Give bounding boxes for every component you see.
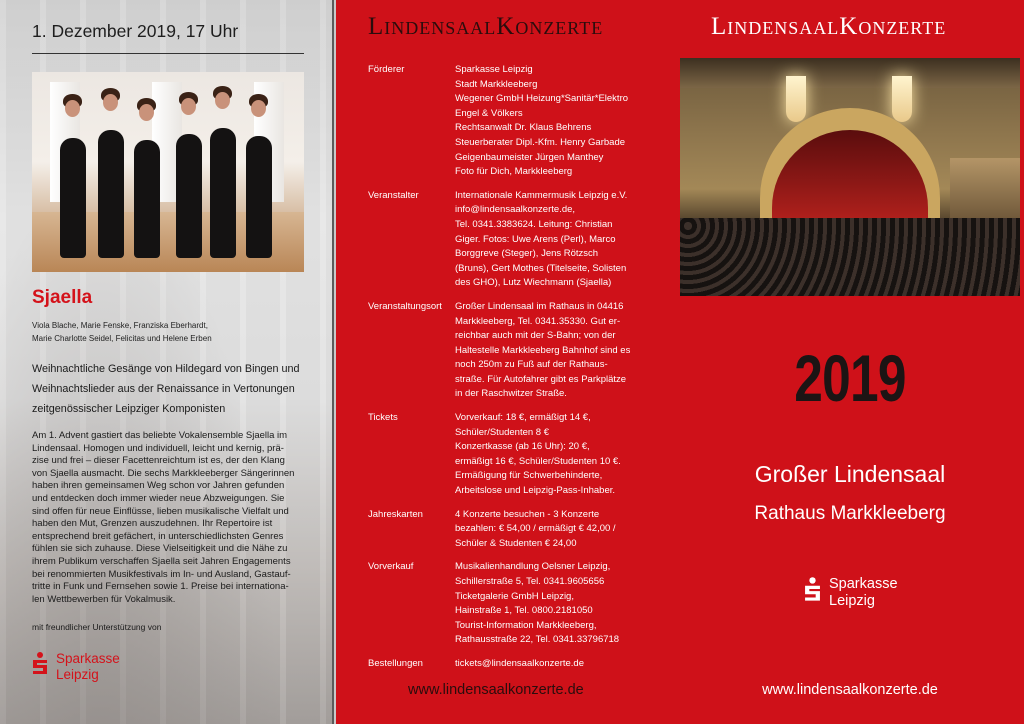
body-line: Am 1. Advent gastiert das beliebte Vokalensemble Sjaella im (32, 430, 288, 441)
info-row (368, 300, 668, 402)
chandelier-shape (786, 76, 806, 122)
info-value-line: des GHO), Lutz Wiechmann (Sjaella) (455, 277, 612, 289)
info-value-line: Schüler & Studenten € 24,00 (455, 537, 577, 549)
program-line: zeitgenössischer Leipziger Komponisten (32, 403, 226, 415)
info-value-line: 4 Konzerte besuchen - 3 Konzerte (455, 508, 600, 520)
body-line: haben den Mut, Grenzen auszudehnen. Ihr Repertoire ist (32, 518, 273, 530)
chandelier-shape (892, 76, 912, 122)
date-divider (32, 53, 304, 54)
info-value-line: Borggreve (Steger), Jens Rötzsch (455, 248, 599, 260)
singer-figure (210, 128, 236, 258)
left-panel (0, 0, 334, 724)
info-value-line: Wegener GmbH Heizung*Sanitär*Elektro (455, 93, 629, 105)
singer-head (181, 98, 196, 115)
sparkasse-logo (804, 576, 898, 609)
info-value-line: bezahlen: € 54,00 / ermäßigt € 42,00 / (455, 523, 616, 535)
sparkasse-s-icon (804, 577, 821, 608)
info-label: Tickets (368, 412, 398, 424)
body-line: von Sjaella ausmacht. Die sechs Markkleeberger Sängerinnen (32, 467, 295, 479)
middle-panel (336, 0, 676, 724)
singer-figure (246, 136, 272, 258)
sparkasse-s-icon (32, 652, 48, 681)
singer-figure (176, 134, 202, 258)
ensemble-name: Sjaella (32, 287, 93, 308)
info-value-line: Schüler/Studenten 8 € (455, 426, 550, 438)
body-line: haben ihren gemeinsamen Weg schon vor Jahren gefunden (32, 480, 285, 492)
singer-figure (134, 140, 160, 258)
info-label: Förderer (368, 64, 405, 75)
info-value-line: ermäßigt 16 €, Schüler/Studenten 10 €. (455, 455, 621, 467)
info-value-line: Schillerstraße 5, Tel. 0341.9605656 (455, 576, 605, 587)
info-value-line: Markkleeberg, Tel. 0341.35330. Gut er- (455, 315, 621, 327)
info-value-line: Ermäßigung für Schwerbehinderte, (455, 470, 603, 482)
body-line: len Wettbewerben für Vokalmusik. (32, 593, 176, 605)
info-value-line: Engel & Völkers (455, 107, 523, 119)
panel-fold-edge (332, 0, 334, 724)
info-value-line: reichbar auch mit der S-Bahn; von der (455, 330, 616, 342)
info-value (455, 560, 619, 648)
info-value-line: Hainstraße 1, Tel. 0800.2181050 (455, 605, 593, 617)
members-line: Marie Charlotte Seidel, Felicitas und Helene Erben (32, 333, 212, 343)
info-value-line: Sparkasse Leipzig (455, 64, 533, 75)
ensemble-description (32, 430, 304, 606)
info-label: Vorverkauf (368, 561, 414, 573)
body-line: und entdecken doch immer wieder neue Abzweigungen. Sie (32, 492, 285, 504)
season-year: 2019 (794, 341, 906, 415)
info-value-line: Tourist-Information Markkleeberg, (455, 619, 597, 631)
singer-figure (98, 130, 124, 258)
singer-head (103, 94, 118, 111)
info-value-line: straße. Für Autofahrer gibt es Parkplätze (455, 373, 627, 385)
sparkasse-wordmark (829, 576, 898, 609)
singer-figure (60, 138, 86, 258)
body-line: Lindensaal. Homogen und individuell, leicht und kernig, prä- (32, 442, 284, 454)
info-value-line: Haltestelle Markkleeberg Bahnhof sind es (455, 344, 631, 356)
info-value-line: Stadt Markkleeberg (455, 78, 538, 90)
program-description (32, 359, 317, 419)
info-value-line: (Bruns), Gert Mothes (Titelseite, Solisten (455, 262, 627, 274)
program-line: Weihnachtslieder aus der Renaissance in Vertonungen (32, 383, 295, 395)
info-value-line: Foto für Dich, Markkleeberg (455, 166, 573, 178)
info-label: Bestellungen (368, 657, 423, 669)
concert-hall-photo (680, 58, 1020, 296)
website-link[interactable]: www.lindensaalkonzerte.de (762, 682, 938, 698)
singer-head (215, 92, 230, 109)
balcony-shape (950, 158, 1020, 218)
info-value-line: Ticketgalerie GmbH Leipzig, (455, 590, 574, 602)
info-value (455, 657, 584, 672)
info-row (368, 657, 668, 672)
info-value-line: Tel. 0341.3383624. Leitung: Christian (455, 218, 613, 230)
info-row (368, 560, 668, 648)
singer-head (251, 100, 266, 117)
info-value-line: Steuerberater Dipl.-Kfm. Henry Garbade (455, 136, 626, 148)
body-line: zise und frei – dieser Facettenreichtum ist es, der den Klang (32, 455, 285, 467)
info-value-line: noch 250m zu Fuß auf der Rathaus- (455, 359, 608, 371)
singer-head (139, 104, 154, 121)
sparkasse-line2: Leipzig (56, 666, 99, 682)
info-value (455, 189, 627, 291)
info-label: Veranstaltungsort (368, 300, 442, 312)
info-row (368, 411, 668, 499)
info-value-line: tickets@lindensaalkonzerte.de (455, 657, 584, 669)
website-link[interactable]: www.lindensaalkonzerte.de (408, 682, 584, 698)
info-value-line: Rathausstraße 22, Tel. 0341.33796718 (455, 634, 620, 646)
info-value-line: Vorverkauf: 18 €, ermäßigt 14 €, (455, 412, 591, 424)
concert-date: 1. Dezember 2019, 17 Uhr (32, 21, 239, 41)
info-value (455, 63, 628, 180)
info-value-line: Musikalienhandlung Oelsner Leipzig, (455, 561, 611, 573)
info-label: Jahreskarten (368, 508, 423, 520)
info-row (368, 189, 668, 291)
ensemble-members (32, 320, 312, 345)
singer-head (65, 100, 80, 117)
sparkasse-line2: Leipzig (829, 592, 875, 609)
sparkasse-wordmark (56, 651, 120, 682)
info-value (455, 508, 616, 552)
support-note: mit freundlicher Unterstützung von (32, 622, 162, 632)
info-value-line: Rechtsanwalt Dr. Klaus Behrens (455, 122, 592, 134)
sparkasse-line1: Sparkasse (829, 576, 898, 592)
members-line: Viola Blache, Marie Fenske, Franziska Eberhardt, (32, 321, 208, 330)
venue-name: Großer Lindensaal (754, 461, 946, 487)
audience-shape (680, 218, 1020, 296)
sparkasse-line1: Sparkasse (56, 651, 120, 666)
body-line: entsprechend breit gefächert, in unterschiedlichsten Genres (32, 530, 284, 542)
info-table (368, 63, 668, 672)
right-panel (676, 0, 1024, 724)
info-label: Veranstalter (368, 189, 419, 201)
info-value-line: Geigenbaumeister Jürgen Manthey (455, 151, 604, 163)
body-line: tritte in Funk und Fernsehen sowie 1. Preise bei internationa- (32, 581, 289, 593)
ceiling-shape (680, 58, 1020, 88)
body-line: bei renommierten Musikfestivals im In- und Ausland, Gastauf- (32, 568, 291, 580)
info-value-line: Internationale Kammermusik Leipzig e.V. (455, 189, 628, 201)
venue-location: Rathaus Markkleeberg (754, 503, 946, 524)
program-line: Weihnachtliche Gesänge von Hildegard von Bingen und (32, 363, 300, 375)
info-value (455, 411, 621, 499)
info-value (455, 300, 630, 402)
info-row (368, 63, 668, 180)
sparkasse-logo (32, 651, 120, 682)
info-value-line: info@lindensaalkonzerte.de, (455, 204, 576, 216)
info-value-line: Konzertkasse (ab 16 Uhr): 20 €, (455, 441, 590, 453)
info-row (368, 508, 668, 552)
ensemble-photo (32, 72, 304, 272)
body-line: sind offen für neue Einflüsse, lieben musikalische Vielfalt und (32, 505, 289, 517)
info-value-line: in der Raschwitzer Straße. (455, 388, 567, 400)
body-line: ihrem Publikum verschaffen Sjaella seit Jahren Engagements (32, 555, 291, 567)
body-line: fühlen sie sich zuhause. Diese Vielseitigkeit und die Nähe zu (32, 543, 288, 555)
info-value-line: Großer Lindensaal im Rathaus in 04416 (455, 300, 624, 312)
series-title: LindensaalKonzerte (711, 13, 947, 40)
info-value-line: Giger. Fotos: Uwe Arens (Perl), Marco (455, 233, 616, 245)
series-title: LindensaalKonzerte (368, 13, 604, 40)
info-value-line: Arbeitslose und Leipzig-Pass-Inhaber. (455, 485, 616, 497)
